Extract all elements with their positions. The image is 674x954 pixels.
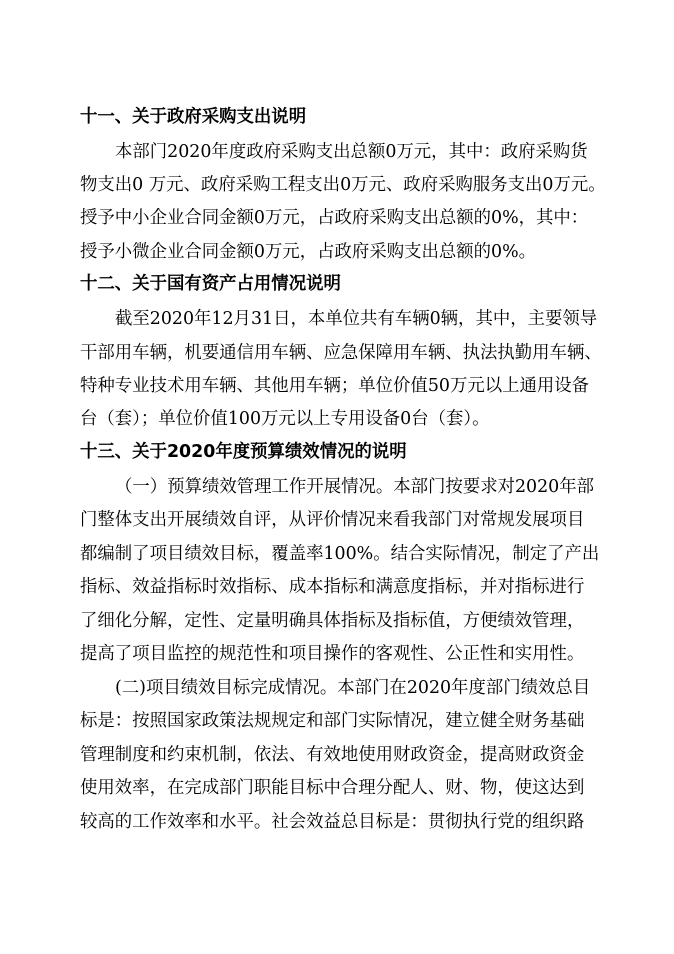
- paragraph-line: 指标、效益指标时效指标、成本指标和满意度指标，并对指标进行: [80, 577, 585, 597]
- paragraph-line: 授予小微企业合同金额0万元，占政府采购支出总额的0%。: [80, 242, 537, 262]
- paragraph-line: 管理制度和约束机制，依法、有效地使用财政资金，提高财政资金: [80, 745, 585, 765]
- paragraph-line: 较高的工作效率和水平。社会效益总目标是：贯彻执行党的组织路: [80, 812, 585, 832]
- paragraph-line: (二)项目绩效目标完成情况。本部门在2020年度部门绩效总目: [115, 678, 591, 698]
- paragraph-line: 门整体支出开展绩效自评，从评价情况来看我部门对常规发展项目: [80, 510, 585, 530]
- paragraph-line: 使用效率，在完成部门职能目标中合理分配人、财、物，使这达到: [80, 778, 585, 798]
- paragraph-line: 授予中小企业合同金额0万元，占政府采购支出总额的0%，其中：: [80, 208, 589, 228]
- paragraph-line: 标是：按照国家政策法规规定和部门实际情况，建立健全财务基础: [80, 711, 585, 731]
- paragraph-line: 截至2020年12月31日，本单位共有车辆0辆，其中，主要领导: [115, 309, 598, 329]
- paragraph-line: 干部用车辆，机要通信用车辆、应急保障用车辆、执法执勤用车辆、: [80, 343, 602, 363]
- paragraph-line: 特种专业技术用车辆、其他用车辆；单位价值50万元以上通用设备: [80, 376, 590, 396]
- section-heading-12: 十二、关于国有资产占用情况说明: [80, 274, 341, 294]
- paragraph-line: （一）预算绩效管理工作开展情况。本部门按要求对2020年部: [115, 477, 595, 497]
- paragraph-line: 物支出0 万元、政府采购工程支出0万元、政府采购服务支出0万元。: [80, 175, 606, 195]
- paragraph-line: 本部门2020年度政府采购支出总额0万元，其中：政府采购货: [115, 142, 588, 162]
- paragraph-line: 台（套）；单位价值100万元以上专用设备0台（套）。: [80, 409, 490, 429]
- paragraph-line: 提高了项目监控的规范性和项目操作的客观性、公正性和实用性。: [80, 644, 585, 664]
- section-heading-11: 十一、关于政府采购支出说明: [80, 107, 307, 127]
- section-heading-13: 十三、关于2020年度预算绩效情况的说明: [80, 442, 407, 462]
- paragraph-line: 都编制了项目绩效目标，覆盖率100%。结合实际情况，制定了产出: [80, 544, 600, 564]
- paragraph-line: 了细化分解，定性、定量明确具体指标及指标值，方便绩效管理，: [80, 611, 585, 631]
